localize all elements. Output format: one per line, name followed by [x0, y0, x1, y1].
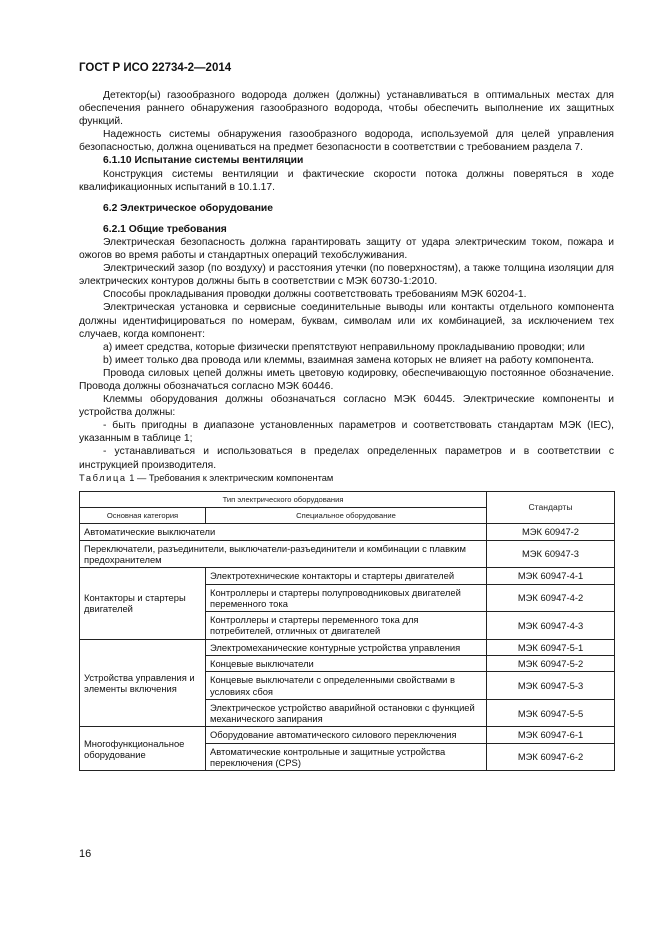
- table-cell-standard: МЭК 60947-5-5: [487, 699, 615, 727]
- table-cell: Концевые выключатели с определенными свойствами в условиях сбоя: [206, 672, 487, 700]
- table-caption-label: Таблица: [79, 472, 127, 483]
- page-number: 16: [79, 848, 92, 860]
- table-cell: Электрическое устройство аварийной остановки с функцией механического запирания: [206, 699, 487, 727]
- header-special-equipment: Специальное оборудование: [206, 508, 487, 524]
- section-heading-6-2-1: 6.2.1 Общие требования: [103, 223, 227, 235]
- header-standards: Стандарты: [487, 491, 615, 524]
- table-caption: [79, 472, 614, 485]
- list-item: - быть пригодны в диапазоне установленных параметров и соответствовать стандартам МЭК (IEC), указанным в таблице 1;: [79, 420, 614, 445]
- header-basic-category: Основная категория: [80, 508, 206, 524]
- table-cell-standard: МЭК 60947-4-2: [487, 584, 615, 612]
- table-cell: Концевые выключатели: [206, 655, 487, 671]
- page-body: [79, 89, 614, 771]
- table-row: [80, 524, 615, 540]
- section-heading-6-1-10: 6.1.10 Испытание системы вентиляции: [103, 155, 304, 167]
- list-item: - устанавливаться и использоваться в пределах определенных параметров и в соответствии с инструкцией производителя.: [79, 446, 614, 471]
- paragraph: Конструкция системы вентиляции и фактические скорости потока должны поверяться в ходе квалификационных испытаний в 10.1.17.: [79, 168, 614, 193]
- table-cell-standard: МЭК 60947-5-1: [487, 639, 615, 655]
- table-cell-standard: МЭК 60947-6-2: [487, 743, 615, 771]
- table-cell-standard: МЭК 60947-5-2: [487, 655, 615, 671]
- paragraph: Провода силовых цепей должны иметь цветовую кодировку, обеспечивающую постоянное обозначение. Провода должны обозначаться согласно МЭК 60446.: [79, 367, 614, 392]
- table-cell-standard: МЭК 60947-4-1: [487, 568, 615, 584]
- document-header: ГОСТ Р ИСО 22734-2—2014: [79, 62, 232, 74]
- table-cell-standard: МЭК 60947-4-3: [487, 612, 615, 640]
- header-type: Тип электрического оборудования: [80, 491, 487, 507]
- table-caption-text: 1 — Требования к электрическим компонентам: [129, 472, 334, 483]
- requirements-table: [79, 491, 615, 772]
- table-cell: Автоматические выключатели: [80, 524, 487, 540]
- table-cell: Переключатели, разъединители, выключатели-разъединители и комбинации с плавким предохранителем: [80, 540, 487, 568]
- paragraph: Электрическая установка и сервисные соединительные выводы или контакты отдельного компонента должны идентифицироваться по номерам, буквам, символам или их комбинацией, за исключением тех случаев, когда компонент:: [79, 302, 614, 340]
- table-row: [80, 727, 615, 743]
- paragraph: Электрическая безопасность должна гарантировать защиту от удара электрическим током, пожара и ожогов во время работы и стандартных операций техобслуживания.: [79, 236, 614, 262]
- table-cell-standard: МЭК 60947-6-1: [487, 727, 615, 743]
- paragraph: Надежность системы обнаружения газообразного водорода, используемой для целей управления безопасностью, должна оцениваться на предмет безопасности в соответствии с требованием раздела 7.: [79, 129, 614, 154]
- section-heading-6-2: 6.2 Электрическое оборудование: [103, 202, 273, 214]
- table-cell: Электромеханические контурные устройства управления: [206, 639, 487, 655]
- table-cell: Контроллеры и стартеры переменного тока для потребителей, отличных от двигателей: [206, 612, 487, 640]
- table-cell-standard: МЭК 60947-5-3: [487, 672, 615, 700]
- table-cell-standard: МЭК 60947-3: [487, 540, 615, 568]
- table-cell: Электротехнические контакторы и стартеры двигателей: [206, 568, 487, 584]
- table-cell-category: Устройства управления и элементы включения: [80, 639, 206, 727]
- table-cell-category: Контакторы и стартеры двигателей: [80, 568, 206, 639]
- table-row: [80, 540, 615, 568]
- paragraph: Детектор(ы) газообразного водорода должен (должны) устанавливаться в оптимальных местах для обеспечения раннего обнаружения газообразного водорода, чтобы обеспечить выполнение их защитных функций.: [79, 90, 614, 128]
- table-header-row: [80, 491, 615, 507]
- paragraph: Способы прокладывания проводки должны соответствовать требованиям МЭК 60204-1.: [103, 289, 527, 301]
- paragraph: Клеммы оборудования должны обозначаться согласно МЭК 60445. Электрические компоненты и устройства должны:: [79, 394, 614, 419]
- list-item: b) имеет только два провода или клеммы, взаимная замена которых не влияет на работу компонента.: [103, 354, 595, 366]
- paragraph: Электрический зазор (по воздуху) и расстояния утечки (по поверхностям), а также толщина изоляции для электрических контуров должны быть в соответствии с МЭК 60730-1:2010.: [79, 263, 614, 288]
- table-cell: Автоматические контрольные и защитные устройства переключения (CPS): [206, 743, 487, 771]
- table-cell: Оборудование автоматического силового переключения: [206, 727, 487, 743]
- table-row: [80, 639, 615, 655]
- table-cell: Контроллеры и стартеры полупроводниковых двигателей переменного тока: [206, 584, 487, 612]
- table-cell-category: Многофункциональное оборудование: [80, 727, 206, 771]
- table-cell-standard: МЭК 60947-2: [487, 524, 615, 540]
- list-item: a) имеет средства, которые физически препятствуют неправильному прокладыванию проводки; или: [103, 341, 585, 353]
- table-row: [80, 568, 615, 584]
